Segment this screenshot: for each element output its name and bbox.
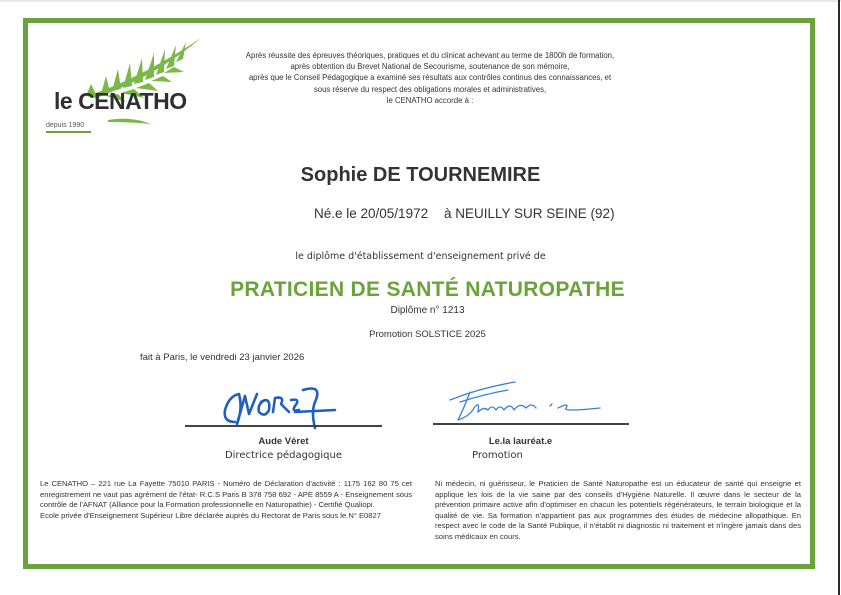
intro-line: après obtention du Brevet National de Secourisme, soutenance de son mémoire, <box>290 62 570 72</box>
place-date: fait à Paris, le vendredi 23 janvier 2026 <box>140 352 305 363</box>
footer-legal-line: Le CENATHO – 221 rue La Fayette 75010 PARIS - Numéro de Déclaration d'activité : 1175 162 80 75 cet enregistrement ne vaut pas agrément de l'état- R.C.S Paris B 378 758 692 - APE 8559 A - Enseignement sous contrôle de l'AFNAT (Alliance pour la Formation professionnelle en Naturopathie) - Certifié Qualiopi. <box>40 479 412 510</box>
diploma-number: Diplôme n° 1213 <box>390 305 465 316</box>
laureate-label: Le.la lauréat.e <box>488 436 553 447</box>
logo-underline <box>46 131 91 133</box>
intro-line: sous réserve du respect des obligations morales et administratives, <box>313 84 547 94</box>
footer-disclaimer-text: Ni médecin, ni guérisseur, le Praticien de Santé Naturopathe est un éducateur de santé qui enseigne et applique les lois de la vie saine par des conseils d'Hygiène Naturelle. Il œuvre dans le secteur de la prévention primaire active afin d'optimiser en chacun les potentiels régénérateurs, le terrain biologique et la qualité de vie. Sa formation n'appartient pas aux programmes des études de médecine allopathique. En respect avec le code de la Santé Publique, il n'établit ni diagnostic ni traitement et n'ingère jamais dans des soins médicaux en cours. <box>435 479 801 541</box>
birth-place: à NEUILLY SUR SEINE (92) <box>444 206 615 221</box>
promotion: Promotion SOLSTICE 2025 <box>369 329 486 340</box>
fern-leaf-icon <box>46 36 206 136</box>
diploma-title: PRATICIEN DE SANTÉ NATUROPATHE <box>230 278 625 301</box>
footer-legal-line: Ecole privée d'Enseignement Supérieur Libre déclarée auprès du Rectorat de Paris sous le N° E0827 <box>40 510 381 520</box>
logo-since: depuis 1990 <box>46 122 85 129</box>
signature-line-left <box>185 425 382 427</box>
footer-legal-info <box>40 479 412 521</box>
signer-name: Aude Véret <box>258 436 309 447</box>
signature-line-right <box>433 423 629 425</box>
intro-text <box>210 50 650 106</box>
diploma-intro: le diplôme d'établissement d'enseignement privé de <box>295 251 546 262</box>
intro-line: le CENATHO accorde à : <box>386 95 474 105</box>
signer-role: Directrice pédagogique <box>224 450 343 461</box>
logo-name: le CENATHO <box>54 88 187 114</box>
intro-line: Après réussite des épreuves théoriques, pratiques et du clinicat achevant au terme de 1800h de formation, <box>245 51 615 60</box>
recipient-name: Sophie DE TOURNEMIRE <box>300 164 541 186</box>
laureate-signature <box>440 378 610 426</box>
scan-top-edge <box>0 0 841 2</box>
intro-line: après que le Conseil Pédagogique a examiné ses résultats aux contrôles continus des connaissances, et <box>248 73 612 83</box>
footer-disclaimer <box>435 479 801 543</box>
laureate-promotion: Promotion <box>472 450 523 461</box>
birth-date: Né.e le 20/05/1972 <box>314 206 429 221</box>
